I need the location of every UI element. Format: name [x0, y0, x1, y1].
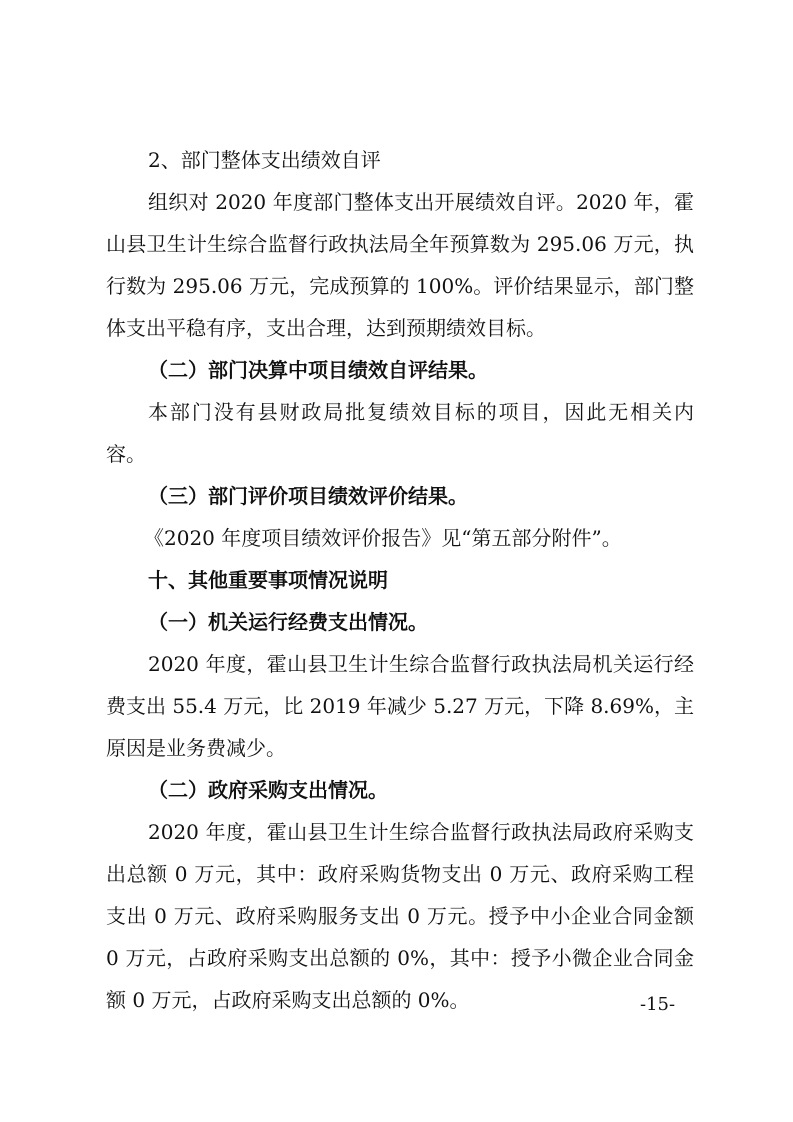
- section-heading-dept-performance: 2、部门整体支出绩效自评: [148, 148, 381, 172]
- paragraph-line: 0 万元，占政府采购支出总额的 0%，其中：授予小微企业合同金: [106, 946, 694, 970]
- paragraph-line: 山县卫生计生综合监督行政执法局全年预算数为 295.06 万元，执: [106, 232, 694, 256]
- paragraph-line: 《2020 年度项目绩效评价报告》见“第五部分附件”。: [144, 526, 622, 550]
- paragraph-line: 支出 0 万元、政府采购服务支出 0 万元。授予中小企业合同金额: [106, 904, 694, 928]
- paragraph-line: 出总额 0 万元，其中：政府采购货物支出 0 万元、政府采购工程: [106, 862, 694, 886]
- section-heading-government-procurement: （二）政府采购支出情况。: [148, 778, 388, 802]
- paragraph-line: 费支出 55.4 万元，比 2019 年减少 5.27 万元，下降 8.69%，主: [106, 694, 694, 718]
- paragraph-line: 体支出平稳有序，支出合理，达到预期绩效目标。: [106, 316, 546, 340]
- paragraph-line: 额 0 万元，占政府采购支出总额的 0%。: [106, 988, 470, 1012]
- page-number: -15-: [640, 994, 676, 1015]
- section-heading-operating-expenses: （一）机关运行经费支出情况。: [148, 610, 428, 634]
- paragraph-line: 本部门没有县财政局批复绩效目标的项目，因此无相关内: [148, 400, 694, 424]
- paragraph-line: 原因是业务费减少。: [106, 736, 286, 760]
- section-heading-project-self-eval: （二）部门决算中项目绩效自评结果。: [148, 358, 488, 382]
- section-heading-other-matters: 十、其他重要事项情况说明: [148, 568, 388, 592]
- paragraph-line: 容。: [106, 442, 146, 466]
- section-heading-project-evaluation: （三）部门评价项目绩效评价结果。: [148, 484, 468, 508]
- paragraph-line: 组织对 2020 年度部门整体支出开展绩效自评。2020 年，霍: [148, 190, 694, 214]
- paragraph-line: 2020 年度，霍山县卫生计生综合监督行政执法局机关运行经: [148, 652, 694, 676]
- paragraph-line: 2020 年度，霍山县卫生计生综合监督行政执法局政府采购支: [148, 820, 694, 844]
- paragraph-line: 行数为 295.06 万元，完成预算的 100%。评价结果显示，部门整: [106, 274, 694, 298]
